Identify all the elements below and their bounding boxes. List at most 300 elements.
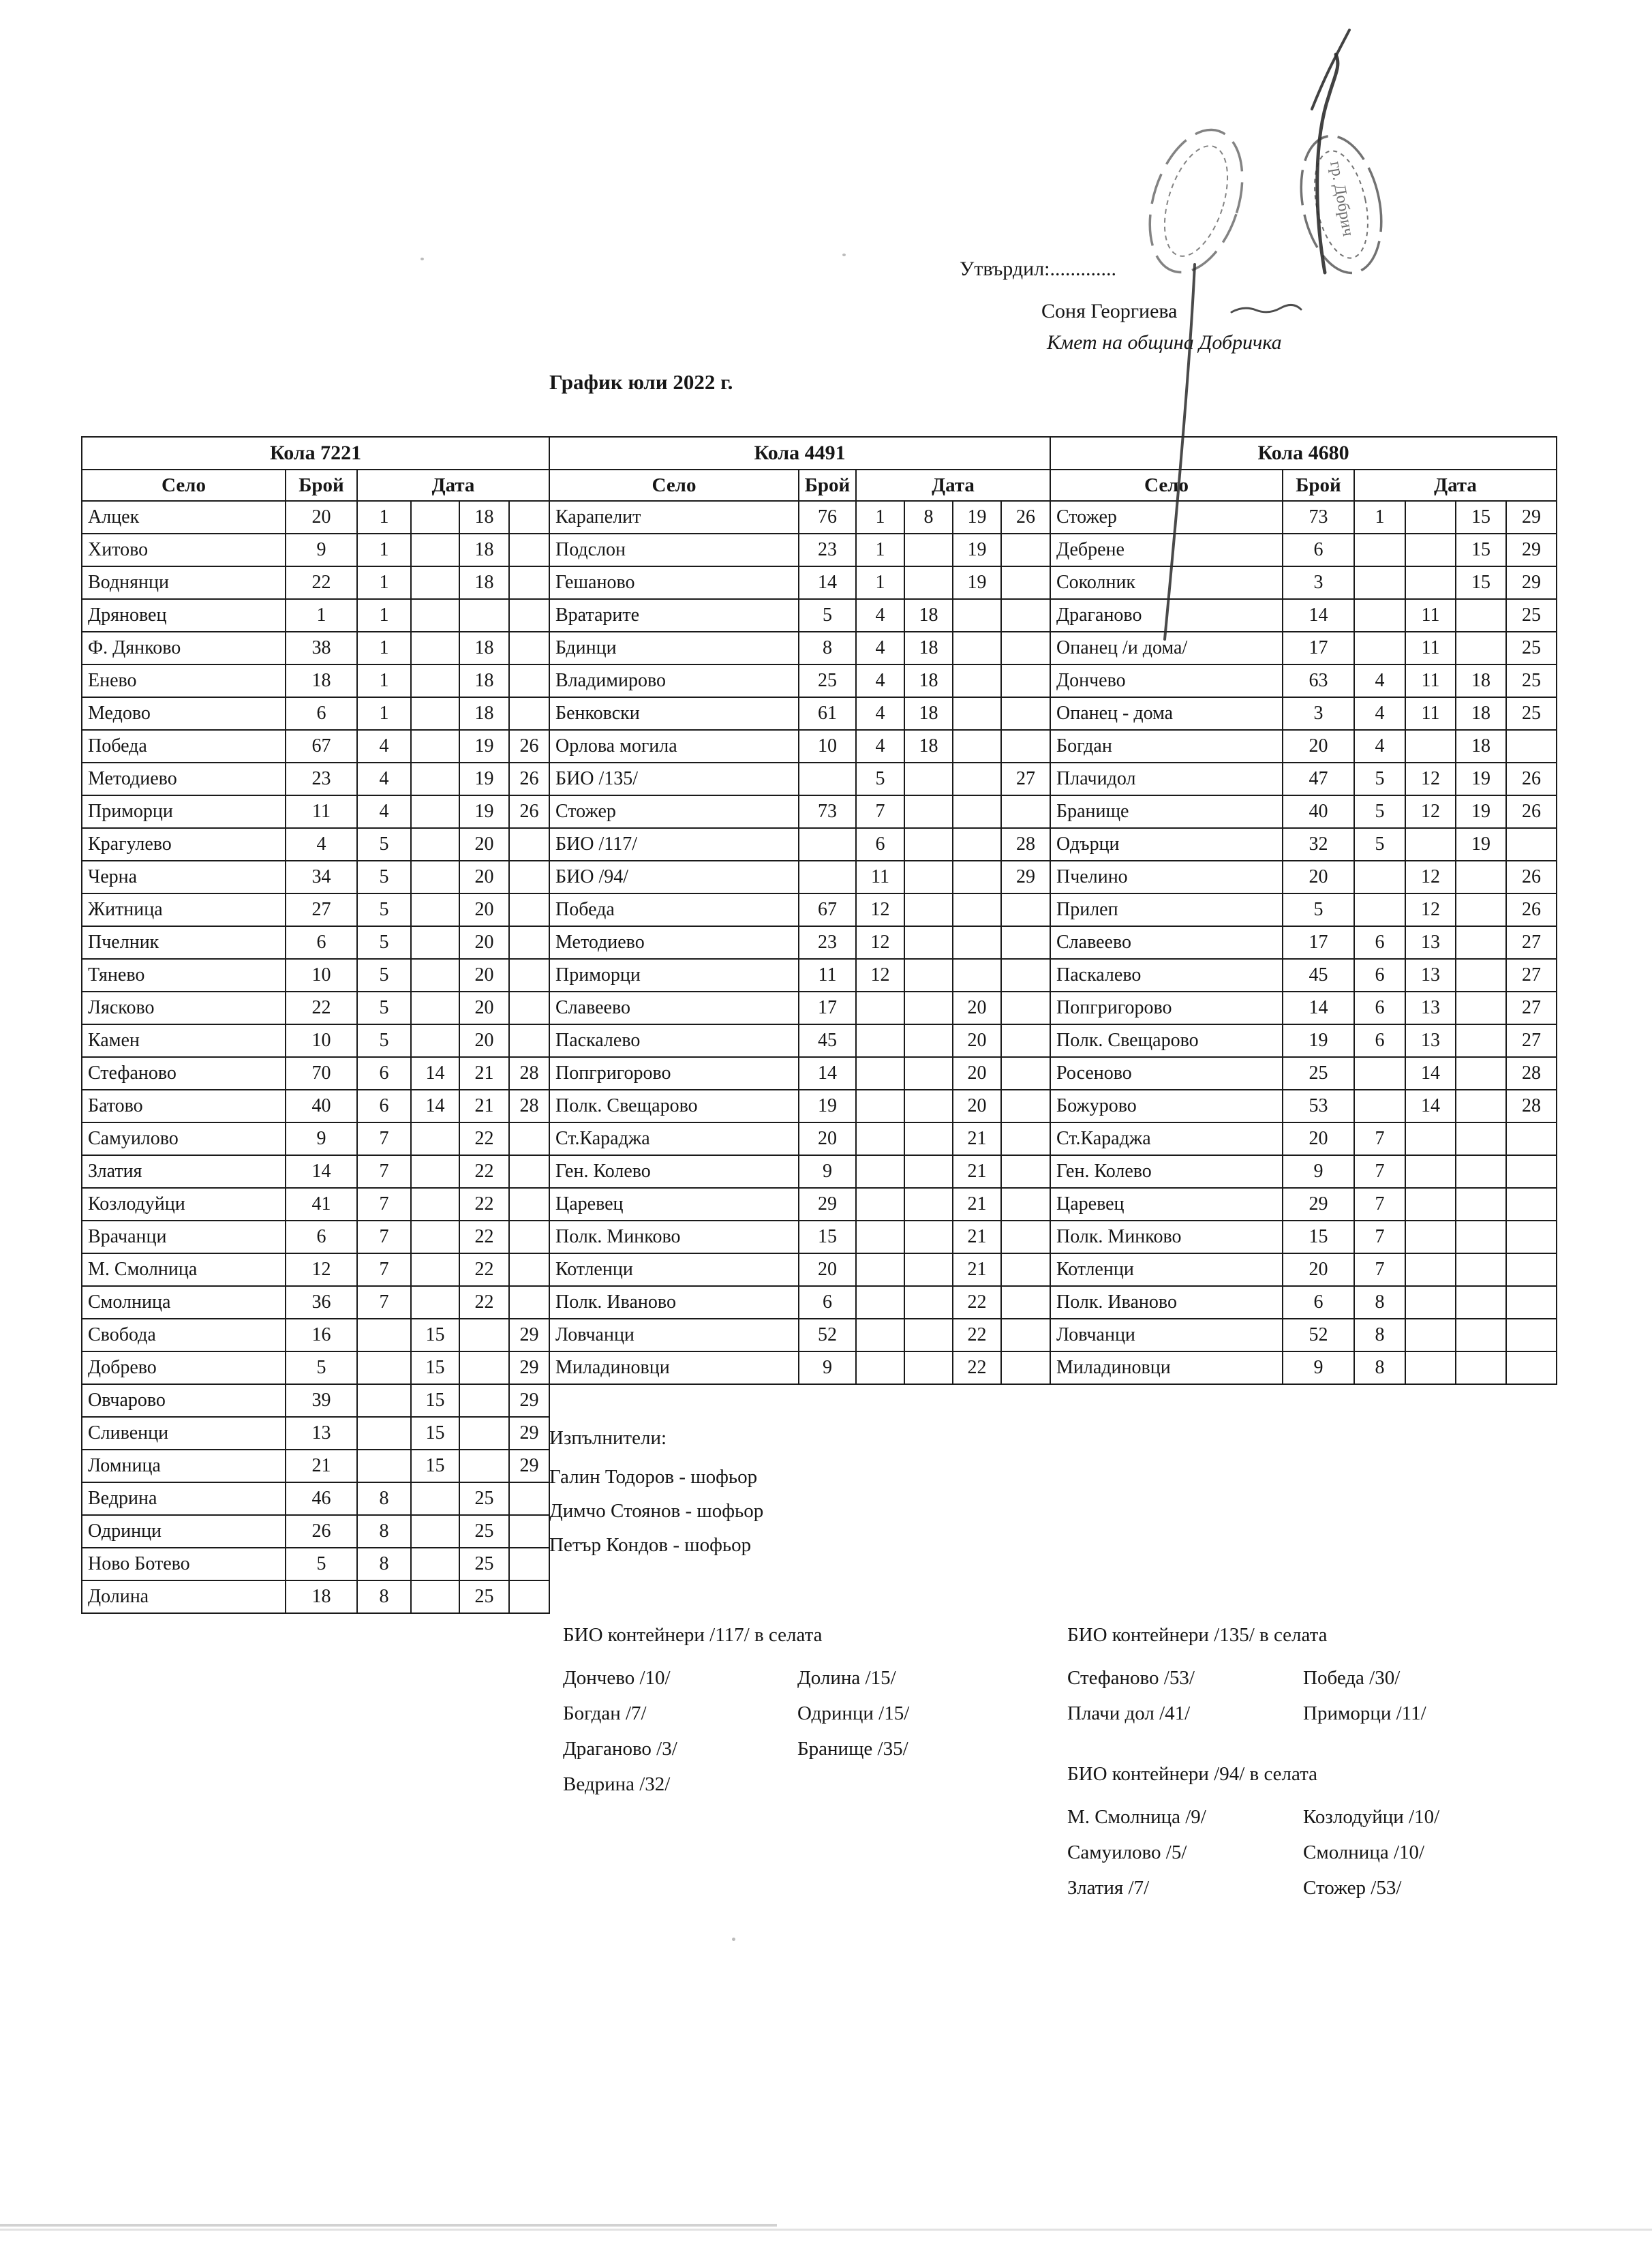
date-cell [1001, 1286, 1050, 1319]
date-cell [1001, 893, 1050, 926]
date-cell [1456, 1057, 1506, 1090]
table-row [549, 664, 1050, 697]
count-cell: 21 [286, 1450, 357, 1482]
date-cell [509, 534, 549, 566]
date-cell: 19 [459, 730, 509, 763]
bio-117-title: БИО контейнери /117/ в селата [563, 1624, 823, 1646]
date-cell: 1 [357, 566, 411, 599]
date-cell [1456, 1351, 1506, 1384]
date-cell [411, 763, 459, 795]
village-cell: Ломница [82, 1450, 286, 1482]
car-title: Кола 7221 [82, 437, 549, 470]
bio-94-title: БИО контейнери /94/ в селата [1067, 1763, 1318, 1785]
date-cell [856, 1319, 904, 1351]
col-header-count: Брой [799, 470, 856, 501]
bio-135-col2 [1303, 1660, 1426, 1731]
date-cell: 18 [459, 501, 509, 534]
table-row [1050, 828, 1557, 861]
date-cell [1001, 1090, 1050, 1122]
date-cell [411, 697, 459, 730]
count-cell: 3 [1283, 566, 1354, 599]
date-cell: 1 [357, 632, 411, 664]
table-row [1050, 959, 1557, 992]
date-cell [459, 1384, 509, 1417]
date-cell [1506, 1286, 1557, 1319]
date-cell [1456, 1286, 1506, 1319]
date-cell: 25 [459, 1515, 509, 1548]
date-cell: 20 [953, 1057, 1001, 1090]
village-cell: Паскалево [549, 1024, 799, 1057]
date-cell: 19 [953, 501, 1001, 534]
list-item: Ведрина /32/ [563, 1773, 671, 1795]
count-cell: 63 [1283, 664, 1354, 697]
date-cell: 11 [856, 861, 904, 893]
date-cell [1506, 1253, 1557, 1286]
date-cell [411, 1286, 459, 1319]
date-cell [904, 795, 953, 828]
count-cell: 6 [286, 697, 357, 730]
count-cell: 14 [799, 566, 856, 599]
date-cell: 27 [1506, 992, 1557, 1024]
date-cell [411, 992, 459, 1024]
date-cell [1405, 828, 1456, 861]
village-cell: Победа [82, 730, 286, 763]
date-cell [411, 1221, 459, 1253]
date-cell: 8 [1354, 1286, 1405, 1319]
date-cell [1456, 1122, 1506, 1155]
date-cell: 26 [1001, 501, 1050, 534]
date-cell [357, 1450, 411, 1482]
date-cell [1405, 1221, 1456, 1253]
date-cell [1354, 893, 1405, 926]
date-cell [904, 566, 953, 599]
date-cell: 7 [1354, 1155, 1405, 1188]
bio-94-col2 [1303, 1799, 1439, 1906]
date-cell [509, 664, 549, 697]
date-cell [509, 1515, 549, 1548]
date-cell [1001, 1221, 1050, 1253]
count-cell: 27 [286, 893, 357, 926]
date-cell [1354, 1090, 1405, 1122]
stamp-left-icon [1133, 118, 1259, 284]
date-cell [904, 1286, 953, 1319]
count-cell: 40 [286, 1090, 357, 1122]
date-cell: 19 [1456, 828, 1506, 861]
list-item: Галин Тодоров - шофьор [549, 1466, 758, 1488]
village-cell: Врачанци [82, 1221, 286, 1253]
table-head [82, 437, 549, 501]
count-cell: 39 [286, 1384, 357, 1417]
date-cell [904, 1253, 953, 1286]
date-cell: 19 [459, 763, 509, 795]
date-cell: 11 [1405, 664, 1456, 697]
count-cell: 23 [799, 926, 856, 959]
date-cell: 8 [357, 1548, 411, 1580]
village-cell: Козлодуйци [82, 1188, 286, 1221]
date-cell: 5 [357, 828, 411, 861]
date-cell: 20 [459, 959, 509, 992]
table-row [1050, 926, 1557, 959]
date-cell [411, 1548, 459, 1580]
count-cell: 47 [1283, 763, 1354, 795]
date-cell [411, 566, 459, 599]
date-cell: 18 [904, 697, 953, 730]
date-cell: 18 [459, 534, 509, 566]
village-cell: Опанец /и дома/ [1050, 632, 1283, 664]
date-cell: 12 [1405, 763, 1456, 795]
date-cell [856, 1286, 904, 1319]
table-row [549, 599, 1050, 632]
table-row [82, 501, 549, 534]
count-cell: 15 [1283, 1221, 1354, 1253]
date-cell: 20 [953, 1090, 1001, 1122]
date-cell [904, 1155, 953, 1188]
date-cell: 12 [1405, 795, 1456, 828]
date-cell: 26 [509, 730, 549, 763]
count-cell: 14 [286, 1155, 357, 1188]
date-cell [856, 1057, 904, 1090]
village-cell: Полк. Минково [1050, 1221, 1283, 1253]
village-cell: Батово [82, 1090, 286, 1122]
date-cell: 11 [1405, 632, 1456, 664]
count-cell: 5 [799, 599, 856, 632]
table-row [82, 1548, 549, 1580]
scan-speck [420, 258, 424, 260]
date-cell [509, 893, 549, 926]
village-cell: Ст.Караджа [549, 1122, 799, 1155]
count-cell: 32 [1283, 828, 1354, 861]
count-cell: 53 [1283, 1090, 1354, 1122]
count-cell: 4 [286, 828, 357, 861]
table-row [549, 501, 1050, 534]
date-cell [904, 992, 953, 1024]
village-cell: Сливенци [82, 1417, 286, 1450]
village-cell: Пчелино [1050, 861, 1283, 893]
count-cell: 13 [286, 1417, 357, 1450]
table-row [1050, 1122, 1557, 1155]
date-cell: 1 [856, 501, 904, 534]
date-cell [411, 664, 459, 697]
village-cell: Полк. Иваново [549, 1286, 799, 1319]
date-cell [509, 1024, 549, 1057]
table-row [82, 599, 549, 632]
count-cell: 23 [286, 763, 357, 795]
village-cell: Опанец - дома [1050, 697, 1283, 730]
date-cell: 5 [856, 763, 904, 795]
date-cell: 8 [357, 1515, 411, 1548]
date-cell: 29 [1506, 566, 1557, 599]
date-cell [459, 1450, 509, 1482]
table-row [82, 1024, 549, 1057]
date-cell [411, 959, 459, 992]
date-cell: 25 [1506, 599, 1557, 632]
date-cell: 28 [1506, 1090, 1557, 1122]
list-item: Приморци /11/ [1303, 1702, 1426, 1724]
date-cell [1456, 992, 1506, 1024]
date-cell: 20 [459, 926, 509, 959]
date-cell: 22 [459, 1253, 509, 1286]
count-cell: 5 [1283, 893, 1354, 926]
date-cell [1001, 992, 1050, 1024]
date-cell: 26 [1506, 795, 1557, 828]
date-cell: 20 [459, 1024, 509, 1057]
page-edge-shadow [0, 2229, 1652, 2231]
date-cell: 8 [1354, 1351, 1405, 1384]
village-cell: Котленци [1050, 1253, 1283, 1286]
table-row [549, 1351, 1050, 1384]
date-cell: 5 [1354, 828, 1405, 861]
date-cell [1001, 664, 1050, 697]
date-cell: 22 [459, 1286, 509, 1319]
table-row [549, 566, 1050, 599]
table-row [549, 697, 1050, 730]
bio-135-col1 [1067, 1660, 1195, 1731]
date-cell [904, 1090, 953, 1122]
date-cell: 26 [509, 763, 549, 795]
table-row [1050, 992, 1557, 1024]
village-cell: Алцек [82, 501, 286, 534]
date-cell: 6 [1354, 959, 1405, 992]
date-cell [953, 763, 1001, 795]
table-row [1050, 1319, 1557, 1351]
date-cell [509, 632, 549, 664]
date-cell [1001, 697, 1050, 730]
bio-117-col2 [797, 1660, 909, 1767]
date-cell [509, 1122, 549, 1155]
col-header-village: Село [1050, 470, 1283, 501]
count-cell [799, 763, 856, 795]
date-cell [509, 599, 549, 632]
date-cell [856, 1351, 904, 1384]
date-cell [509, 1580, 549, 1613]
date-cell: 22 [459, 1155, 509, 1188]
village-cell: Бенковски [549, 697, 799, 730]
date-cell [509, 1253, 549, 1286]
date-cell [856, 1122, 904, 1155]
date-cell [357, 1319, 411, 1351]
date-cell: 29 [509, 1417, 549, 1450]
date-cell [411, 1515, 459, 1548]
table-row [82, 926, 549, 959]
stamp-right-icon [1289, 129, 1393, 281]
table-row [82, 566, 549, 599]
count-cell: 5 [286, 1351, 357, 1384]
count-cell: 17 [799, 992, 856, 1024]
village-cell: Победа [549, 893, 799, 926]
date-cell [1456, 1221, 1506, 1253]
table-row [82, 1221, 549, 1253]
village-cell: Камен [82, 1024, 286, 1057]
table-row [82, 1417, 549, 1450]
table-row [82, 697, 549, 730]
date-cell: 18 [459, 664, 509, 697]
count-cell: 73 [1283, 501, 1354, 534]
table-row [549, 893, 1050, 926]
date-cell [459, 1319, 509, 1351]
date-cell [856, 1024, 904, 1057]
bio-94-col1 [1067, 1799, 1206, 1906]
date-cell: 26 [1506, 893, 1557, 926]
list-item: Победа /30/ [1303, 1667, 1401, 1689]
list-item: Одринци /15/ [797, 1702, 910, 1724]
date-cell [1001, 566, 1050, 599]
count-cell: 20 [1283, 1253, 1354, 1286]
table-row [549, 828, 1050, 861]
date-cell: 27 [1506, 959, 1557, 992]
date-cell [904, 926, 953, 959]
village-cell: Приморци [549, 959, 799, 992]
date-cell [1405, 1319, 1456, 1351]
list-item: Богдан /7/ [563, 1702, 647, 1724]
date-cell [1405, 1351, 1456, 1384]
date-cell: 6 [1354, 926, 1405, 959]
count-cell: 9 [799, 1155, 856, 1188]
village-cell: Златия [82, 1155, 286, 1188]
date-cell: 13 [1405, 1024, 1456, 1057]
date-cell: 21 [953, 1221, 1001, 1253]
village-cell: Вратарите [549, 599, 799, 632]
date-cell: 4 [856, 697, 904, 730]
date-cell: 15 [411, 1319, 459, 1351]
village-cell: Хитово [82, 534, 286, 566]
date-cell [1456, 1090, 1506, 1122]
date-cell: 26 [1506, 861, 1557, 893]
date-cell: 15 [411, 1450, 459, 1482]
date-cell: 5 [357, 1024, 411, 1057]
table-row [1050, 501, 1557, 534]
date-cell: 1 [357, 534, 411, 566]
date-cell [1001, 1024, 1050, 1057]
village-cell: Богдан [1050, 730, 1283, 763]
date-cell: 18 [459, 566, 509, 599]
date-cell: 15 [1456, 566, 1506, 599]
village-cell: Методиево [549, 926, 799, 959]
village-cell: Гешаново [549, 566, 799, 599]
date-cell [904, 1221, 953, 1253]
table-row [1050, 534, 1557, 566]
date-cell: 7 [856, 795, 904, 828]
count-cell: 67 [286, 730, 357, 763]
village-cell: Ведрина [82, 1482, 286, 1515]
village-cell: Свобода [82, 1319, 286, 1351]
date-cell: 28 [509, 1057, 549, 1090]
date-cell: 25 [459, 1548, 509, 1580]
table-row [1050, 1024, 1557, 1057]
date-cell [1456, 959, 1506, 992]
date-cell [509, 1482, 549, 1515]
date-cell [1405, 566, 1456, 599]
count-cell: 18 [286, 664, 357, 697]
village-cell: Бранище [1050, 795, 1283, 828]
village-cell: Карапелит [549, 501, 799, 534]
date-cell [953, 795, 1001, 828]
table-row [82, 1384, 549, 1417]
date-cell [357, 1351, 411, 1384]
date-cell: 21 [953, 1188, 1001, 1221]
date-cell: 6 [856, 828, 904, 861]
date-cell [1354, 599, 1405, 632]
date-cell: 19 [953, 566, 1001, 599]
date-cell: 5 [357, 861, 411, 893]
date-cell [953, 632, 1001, 664]
count-cell: 36 [286, 1286, 357, 1319]
table-row [82, 1253, 549, 1286]
date-cell: 1 [357, 697, 411, 730]
date-cell: 5 [1354, 795, 1405, 828]
count-cell: 10 [286, 1024, 357, 1057]
village-cell: Долина [82, 1580, 286, 1613]
count-cell: 6 [286, 926, 357, 959]
count-cell: 61 [799, 697, 856, 730]
date-cell [904, 828, 953, 861]
date-cell: 18 [1456, 664, 1506, 697]
date-cell [1354, 566, 1405, 599]
count-cell: 20 [1283, 1122, 1354, 1155]
table-row [1050, 730, 1557, 763]
date-cell: 5 [357, 959, 411, 992]
table-row [549, 1286, 1050, 1319]
village-cell: Бдинци [549, 632, 799, 664]
date-cell: 20 [459, 828, 509, 861]
count-cell: 14 [1283, 992, 1354, 1024]
date-cell [1456, 1188, 1506, 1221]
date-cell: 18 [904, 730, 953, 763]
village-cell: Медово [82, 697, 286, 730]
date-cell: 4 [357, 795, 411, 828]
date-cell: 19 [1456, 763, 1506, 795]
village-cell: Методиево [82, 763, 286, 795]
village-cell: Соколник [1050, 566, 1283, 599]
date-cell [904, 959, 953, 992]
count-cell: 23 [799, 534, 856, 566]
col-header-village: Село [82, 470, 286, 501]
table-row [549, 861, 1050, 893]
table-row [82, 1057, 549, 1090]
date-cell: 20 [459, 992, 509, 1024]
table-row [82, 1450, 549, 1482]
count-cell: 11 [286, 795, 357, 828]
count-cell: 19 [1283, 1024, 1354, 1057]
date-cell [1001, 959, 1050, 992]
count-cell [799, 828, 856, 861]
village-cell: Лясково [82, 992, 286, 1024]
date-cell [411, 501, 459, 534]
date-cell [1001, 1188, 1050, 1221]
table-row [82, 828, 549, 861]
count-cell [799, 861, 856, 893]
date-cell [1001, 795, 1050, 828]
date-cell [509, 1548, 549, 1580]
table-row [1050, 763, 1557, 795]
date-cell [1456, 1024, 1506, 1057]
signer-title: Кмет на община Добричка [1047, 331, 1282, 354]
date-cell: 18 [904, 599, 953, 632]
count-cell: 45 [799, 1024, 856, 1057]
date-cell [1001, 534, 1050, 566]
schedule-table-kola-4491 [549, 436, 1051, 1385]
date-cell: 5 [357, 926, 411, 959]
date-cell [509, 861, 549, 893]
date-cell: 18 [459, 697, 509, 730]
table-row [82, 795, 549, 828]
date-cell: 18 [904, 664, 953, 697]
table-row [1050, 1057, 1557, 1090]
list-item: Златия /7/ [1067, 1877, 1150, 1899]
car-title: Кола 4491 [549, 437, 1050, 470]
count-cell: 15 [799, 1221, 856, 1253]
date-cell: 1 [357, 501, 411, 534]
date-cell: 11 [1405, 599, 1456, 632]
